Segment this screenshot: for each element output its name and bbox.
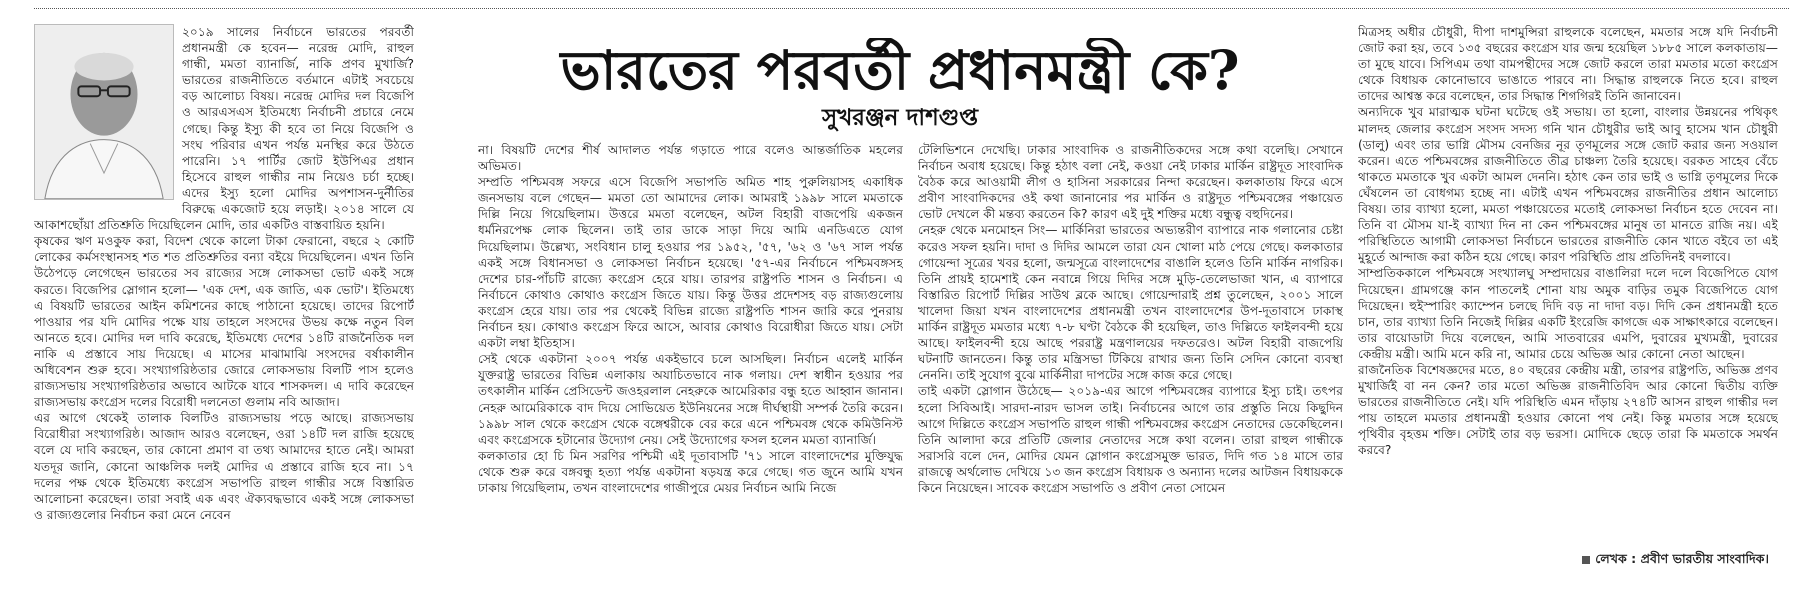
article-headline: ভারতের পরবর্তী প্রধানমন্ত্রী কে? <box>560 38 1240 102</box>
author-note-text: লেখক : প্রবীণ ভারতীয় সাংবাদিক। <box>1595 551 1769 566</box>
col2-para-3: সেই থেকে একটানা ২০০৭ পর্যন্ত একইভাবে চলে আসছিল। নির্বাচন এলেই মার্কিন যুক্তরাষ্ট্র ভারতের বিভিন্ন এলাকায় অযাচিতভাবে নাক গলায়। দেশ স্বাধীন হওয়ার পর তৎকালীন মার্কিন প্রেসিডেন্ট জওহরলাল নেহরুকে আমেরিকার বন্ধু হতে আহ্বান জানান। নেহরু আমেরিকাকে বাদ দিয়ে সোভিয়েত ইউনিয়নের সঙ্গে দীর্ঘস্থায়ী সম্পর্ক তৈরি করেন। ১৯৯৮ সাল থেকে কংগ্রেস থেকে বঙ্গেশ্বরীকে বের করে এনে পশ্চিমবঙ্গ থেকে কমিউনিস্ট এবং কংগ্রেসকে হটানোর উদ্যোগ নেয়। সেই উদ্যোগের ফসল হলেন মমতা ব্যানার্জি। <box>478 352 903 447</box>
square-bullet-icon <box>1582 556 1590 564</box>
col4-para-2: অন্যদিকে খুব মারাত্মক ঘটনা ঘটেছে ওই সভায়। তা হলো, বাংলার উন্নয়নের পথিকৃৎ মালদহ জেলার কংগ্রেস সংসদ সদস্য গনি খান চৌধুরীর ভাই আবু হাসেম খান চৌধুরী (ডালু) এবং তার ভাগ্নি মৌসম বেনজির নূর তৃণমূলের সঙ্গে জোট করার জন্য সওয়াল করেন। এতে পশ্চিমবঙ্গের রাজনীতিতে তীব্র চাঞ্চল্য তৈরি হয়েছে। বরকত সাহেব বেঁচে থাকতে মমতাকে খুব একটা আমল দেননি। হঠাৎ কেন তার ভাই ও ভাগ্নি তৃণমূলের দিকে ঘেঁষলেন তা বোধগম্য হচ্ছে না। এটাই এখন পশ্চিমবঙ্গের রাজনীতির প্রধান আলোচ্য বিষয়। তার ব্যাখ্যা হলো, মমতা পঞ্চায়েতের মতোই লোকসভা নির্বাচন হতে দেবেন না। তিনি বা মৌসম যা-ই ব্যাখ্যা দিন না কেন পশ্চিমবঙ্গের মানুষ তা মানতে রাজি নয়। এই পরিস্থিতিতে আগামী লোকসভা নির্বাচনে ভারতের রাজনীতি কোন খাতে বইবে তা এই মুহূর্তে আন্দাজ করা কঠিন হয়ে গেছে। কারণ পরিস্থিতি প্রায় প্রতিদিনই বদলাবে। <box>1358 105 1778 265</box>
author-portrait-photo <box>34 24 174 200</box>
col1-para-1: ২০১৯ সালের নির্বাচনে ভারতের পরবর্তী প্রধানমন্ত্রী কে হবেন— নরেন্দ্র মোদি, রাহুল গান্ধী, মমতা ব্যানার্জি, নাকি প্রণব মুখার্জি? ভারতের রাজনীতিতে বর্তমানে এটাই সবচেয়ে বড় আলোচ্য বিষয়। নরেন্দ্র মোদির দল বিজেপি ও আরএসএস ইতিমধ্যে নির্বাচনী প্রচারে নেমে গেছে। কিন্তু ইস্যু কী হবে তা নিয়ে বিজেপি ও সংঘ পরিবার এখন পর্যন্ত মনস্থির করে উঠতে পারেনি। ১৭ পার্টির জোট ইউপিএর প্রধান হিসেবে রাহুল গান্ধীর নাম নিয়েও চর্চা হচ্ছে। এদের ইস্যু হলো মোদির অপশাসন-দুর্নীতির বিরুদ্ধে একজোট হয়ে লড়াই। ২০১৪ সালে যে আকাশছোঁয়া প্রতিশ্রুতি দিয়েছিলেন মোদি, তার একটিও বাস্তবায়িত হয়নি। <box>34 25 414 233</box>
col3-para-1: টেলিভিশনে দেখেছি। ঢাকার সাংবাদিক ও রাজনীতিকদের সঙ্গে কথা বলেছি। সেখানে নির্বাচন অবাধ হয়েছে। কিন্তু হঠাৎ বলা নেই, কওয়া নেই ঢাকার মার্কিন রাষ্ট্রদূত সাংবাদিক বৈঠক করে আওয়ামী লীগ ও হাসিনা সরকারের নিন্দা করেছেন। কলকাতায় ফিরে এসে প্রবীণ সাংবাদিকদের ওই কথা জানানোর পর মার্কিন ও রাষ্ট্রদূত পশ্চিমবঙ্গের পঞ্চায়েত ভোট দেখলে কী মন্তব্য করতেন কি? কারণ এই দুই শক্তির মধ্যে বন্ধুত্ব বহুদিনের। <box>918 143 1343 222</box>
col1-para-2: কৃষকের ঋণ মওকুফ করা, বিদেশ থেকে কালো টাকা ফেরানো, বছরে ২ কোটি লোকের কর্মসংস্থানসহ শত শত প্রতিশ্রুতির বন্যা বইয়ে দিয়েছিলেন। এখন তিনি উঠেপড়ে লেগেছেন ভারতের সব রাজ্যের সঙ্গে লোকসভা ভোট একই সঙ্গে করতে। বিজেপির স্লোগান হলো— 'এক দেশ, এক জাতি, এক ভোট'। ইতিমধ্যে এ বিষয়টি ভারতের আইন কমিশনের কাছে পাঠানো হয়েছে। তাদের রিপোর্ট পাওয়ার পর যদি মোদির পক্ষে যায় তাহলে সংসদের উভয় কক্ষে নতুন বিল আনতে হবে। মোদির দল দাবি করেছে, ইতিমধ্যে দেশের ১৪টি রাজনৈতিক দল নাকি এ প্রস্তাবে সায় দিয়েছে। এ মাসের মাঝামাঝি সংসদের বর্ষাকালীন অধিবেশন শুরু হবে। সংখ্যাগরিষ্ঠতার জোরে লোকসভায় বিলটি পাস হলেও রাজ্যসভায় সংখ্যাগরিষ্ঠতার অভাবে আটকে যাবে শাসকদল। এ দাবি করেছেন রাজ্যসভায় কংগ্রেস দলের বিরোধী দলনেতা গুলাম নবি আজাদ। <box>34 234 414 410</box>
col4-para-3: সাম্প্রতিককালে পশ্চিমবঙ্গে সংখ্যালঘু সম্প্রদায়ের বাঙালিরা দলে দলে বিজেপিতে যোগ দিয়েছেন। গ্রামগঞ্জে কান পাতলেই শোনা যায় অমুক বাড়ির তমুক বিজেপিতে যোগ দিয়েছেন। হুইস্পারিং ক্যাম্পেন চলছে দিদি বড় না দাদা বড়। দিদি কেন প্রধানমন্ত্রী হতে চান, তার ব্যাখ্যা তিনি নিজেই দিল্লির একটি ইংরেজি কাগজে এক সাক্ষাৎকারে বলেছেন। তার বায়োডাটা দিয়ে বলেছেন, আমি সাতবারের এমপি, দুবারের মুখ্যমন্ত্রী, দুবারের কেন্দ্রীয় মন্ত্রী। আমি মনে করি না, আমার চেয়ে অভিজ্ঞ আর কোনো নেতা আছেন। <box>1358 266 1778 361</box>
col2-para-2: সম্প্রতি পশ্চিমবঙ্গ সফরে এসে বিজেপি সভাপতি অমিত শাহ পুরুলিয়াসহ একাধিক জনসভায় বলে গেছেন— মমতা তো আমাদের লোক। আমরাই ১৯৯৮ সালে মমতাকে দিল্লি নিয়ে গিয়েছিলাম। উত্তরে মমতা বলেছেন, অটল বিহারী বাজপেয়ি একজন ধর্মনিরপেক্ষ লোক ছিলেন। তাই তার ডাকে সাড়া দিয়ে আমি এনডিএতে যোগ দিয়েছিলাম। উল্লেখ্য, সংবিধান চালু হওয়ার পর ১৯৫২, '৫৭, '৬২ ও '৬৭ সাল পর্যন্ত একই সঙ্গে বিধানসভা ও লোকসভা নির্বাচন হয়েছে। '৫৭-এর নির্বাচনে পশ্চিমবঙ্গসহ দেশের চার-পাঁচটি রাজ্যে কংগ্রেস হেরে যায়। তারপর রাষ্ট্রপতি শাসন ও নির্বাচন। এ নির্বাচনে কোথাও কোথাও কংগ্রেস জিতে যায়। কিন্তু উত্তর প্রদেশসহ বড় রাজ্যগুলোয় কংগ্রেস হেরে যায়। তার পর থেকেই বিভিন্ন রাজ্যে রাষ্ট্রপতি শাসন জারি করে পুনরায় নির্বাচন হয়। কোথাও কংগ্রেস ফিরে আসে, আবার কোথাও বিরোধীরা জিতে যায়। সেটা একটা লম্বা ইতিহাস। <box>478 175 903 351</box>
column-3 <box>918 142 1343 550</box>
column-4 <box>1358 24 1778 546</box>
col2-para-4: কলকাতার হো চি মিন সরণির পশ্চিমী এই দূতাবাসটি '৭১ সালে বাংলাদেশের মুক্তিযুদ্ধ থেকে শুরু করে বঙ্গবন্ধু হত্যা পর্যন্ত একটানা ষড়যন্ত্র করে গেছে। গত জুনে আমি যখন ঢাকায় গিয়েছিলাম, তখন বাংলাদেশের গাজীপুরে মেয়র নির্বাচন আমি নিজে <box>478 448 903 495</box>
author-byline: সুখরঞ্জন দাশগুপ্ত <box>822 105 978 131</box>
top-dotted-rule <box>34 8 1789 9</box>
col4-para-1: মিত্রসহ অধীর চৌধুরী, দীপা দাশমুন্সিরা রাহুলকে বলেছেন, মমতার সঙ্গে যদি নির্বাচনী জোট করা হয়, তবে ১৩৫ বছরের কংগ্রেস যার জন্ম হয়েছিল ১৮৮৫ সালে কলকাতায়— তা মুছে যাবে। সিপিএম তথা বামপন্থীদের সঙ্গে জোট করলে তারা মমতার মতো কংগ্রেস থেকে বিধায়ক কোনোভাবে ভাঙাতে পারবে না। সিদ্ধান্ত রাহুলকে নিতে হবে। রাহুল তাদের আশ্বস্ত করে বলেছেন, তার সিদ্ধান্ত শিগগিরই তিনি জানাবেন। <box>1358 25 1778 104</box>
portrait-icon <box>35 25 173 199</box>
col1-para-3: এর আগে থেকেই তালাক বিলটিও রাজ্যসভায় পড়ে আছে। রাজ্যসভায় বিরোধীরা সংখ্যাগরিষ্ঠ। আজাদ আরও বলেছেন, ওরা ১৪টি দল রাজি হয়েছে বলে যে দাবি করছেন, তার কোনো প্রমাণ বা তথ্য আমাদের হাতে নেই। আমরা যতদূর জানি, কোনো আঞ্চলিক দলই মোদির এ প্রস্তাবে রাজি হবে না। ১৭ দলের পক্ষ থেকে ইতিমধ্যে কংগ্রেস সভাপতি রাহুল গান্ধীর সঙ্গে বিস্তারিত আলোচনা করেছেন। তারা সবাই এক এবং ঐক্যবদ্ধভাবে একই সঙ্গে লোকসভা ও রাজ্যগুলোর নির্বাচন করা মেনে নেবেন <box>34 411 414 522</box>
author-note <box>1582 551 1769 571</box>
col3-para-2: নেহরু থেকে মনমোহন সিং— মার্কিনিরা ভারতের অভ্যন্তরীণ ব্যাপারে নাক গলানোর চেষ্টা করেও সফল হয়নি। দাদা ও দিদির আমলে তারা যেন খোলা মাঠ পেয়ে গেছে। কলকাতার গোয়েন্দা সূত্রের খবর হলো, জন্মসূত্রে বাংলাদেশের বাঙালি হলেও তিনি মার্কিন নাগরিক। তিনি প্রায়ই হামেশাই কেন নবান্নে গিয়ে দিদির সঙ্গে মুড়ি-তেলেভাজা খান, এ ব্যাপারে বিস্তারিত রিপোর্ট দিল্লির সাউথ ব্লকে আছে। গোয়েন্দারাই প্রশ্ন তুলেছেন, ২০০১ সালে খালেদা জিয়া যখন বাংলাদেশের প্রধানমন্ত্রী তখন বাংলাদেশের উপ-দূতাবাসে ঢাকাস্থ মার্কিন রাষ্ট্রদূত মমতার মধ্যে ৭-৮ ঘণ্টা বৈঠকে কী হয়েছিল, তাও দিল্লিতে ফাইলবন্দী হয়ে আছে। ফাইলবন্দী হয়ে আছে পররাষ্ট্র মন্ত্রণালয়ের দফতরেও। অটল বিহারী বাজপেয়ি ঘটনাটি জানতেন। কিন্তু তার মন্ত্রিসভা টিকিয়ে রাখার জন্য তিনি সেদিন কোনো ব্যবস্থা নেননি। তাই সুযোগ বুঝে মার্কিনীরা দাপটের সঙ্গে কাজ করে গেছে। <box>918 223 1343 383</box>
col3-para-3: তাই একটা স্লোগান উঠেছে— ২০১৯-এর আগে পশ্চিমবঙ্গের ব্যাপারে ইস্যু চাই। তৎপর হলো সিবিআই। সারদা-নারদ ভাসল তাই। নির্বাচনের আগে তার প্রস্তুতি নিয়ে কিছুদিন আগে দিল্লিতে কংগ্রেস সভাপতি রাহুল গান্ধী পশ্চিমবঙ্গের কংগ্রেস নেতাদের ডেকেছিলেন। তিনি আলাদা করে প্রতিটি জেলার নেতাদের সঙ্গে কথা বলেন। তারা রাহুল গান্ধীকে সরাসরি বলে দেন, মোদির যেমন স্লোগান কংগ্রেসমুক্ত ভারত, দিদি গত ১৪ মাসে তার রাজত্বে অর্থলোভ দেখিয়ে ১৩ জন কংগ্রেস বিধায়ক ও অন্যান্য দলের আটজন বিধায়ককে কিনে নিয়েছেন। সাবেক কংগ্রেস সভাপতি ও প্রবীণ নেতা সোমেন <box>918 384 1343 495</box>
col4-para-4: রাজনৈতিক বিশেষজ্ঞদের মতে, ৪০ বছরের কেন্দ্রীয় মন্ত্রী, তারপর রাষ্ট্রপতি, অভিজ্ঞ প্রণব মুখার্জিই বা নন কেন? তার মতো অভিজ্ঞ রাজনীতিবিদ আর কোনো দ্বিতীয় ব্যক্তি ভারতের রাজনীতিতে নেই। যদি পরিস্থিতি এমন দাঁড়ায় ২৭৪টি আসন রাহুল গান্ধীর দল পায় তাহলে মমতার প্রধানমন্ত্রী হওয়ার কোনো পথ নেই। কিন্তু মমতার সঙ্গে হয়েছে পৃথিবীর বৃহত্তম শক্তি। সেটাই তার বড় ভরসা। মোদিকে ছেড়ে তারা কি মমতাকে সমর্থন করবে? <box>1358 362 1778 458</box>
column-1 <box>34 24 414 552</box>
col2-para-1: না। বিষয়টি দেশের শীর্ষ আদালত পর্যন্ত গড়াতে পারে বলেও আন্তর্জাতিক মহলের অভিমত। <box>478 143 903 174</box>
column-2 <box>478 142 903 550</box>
